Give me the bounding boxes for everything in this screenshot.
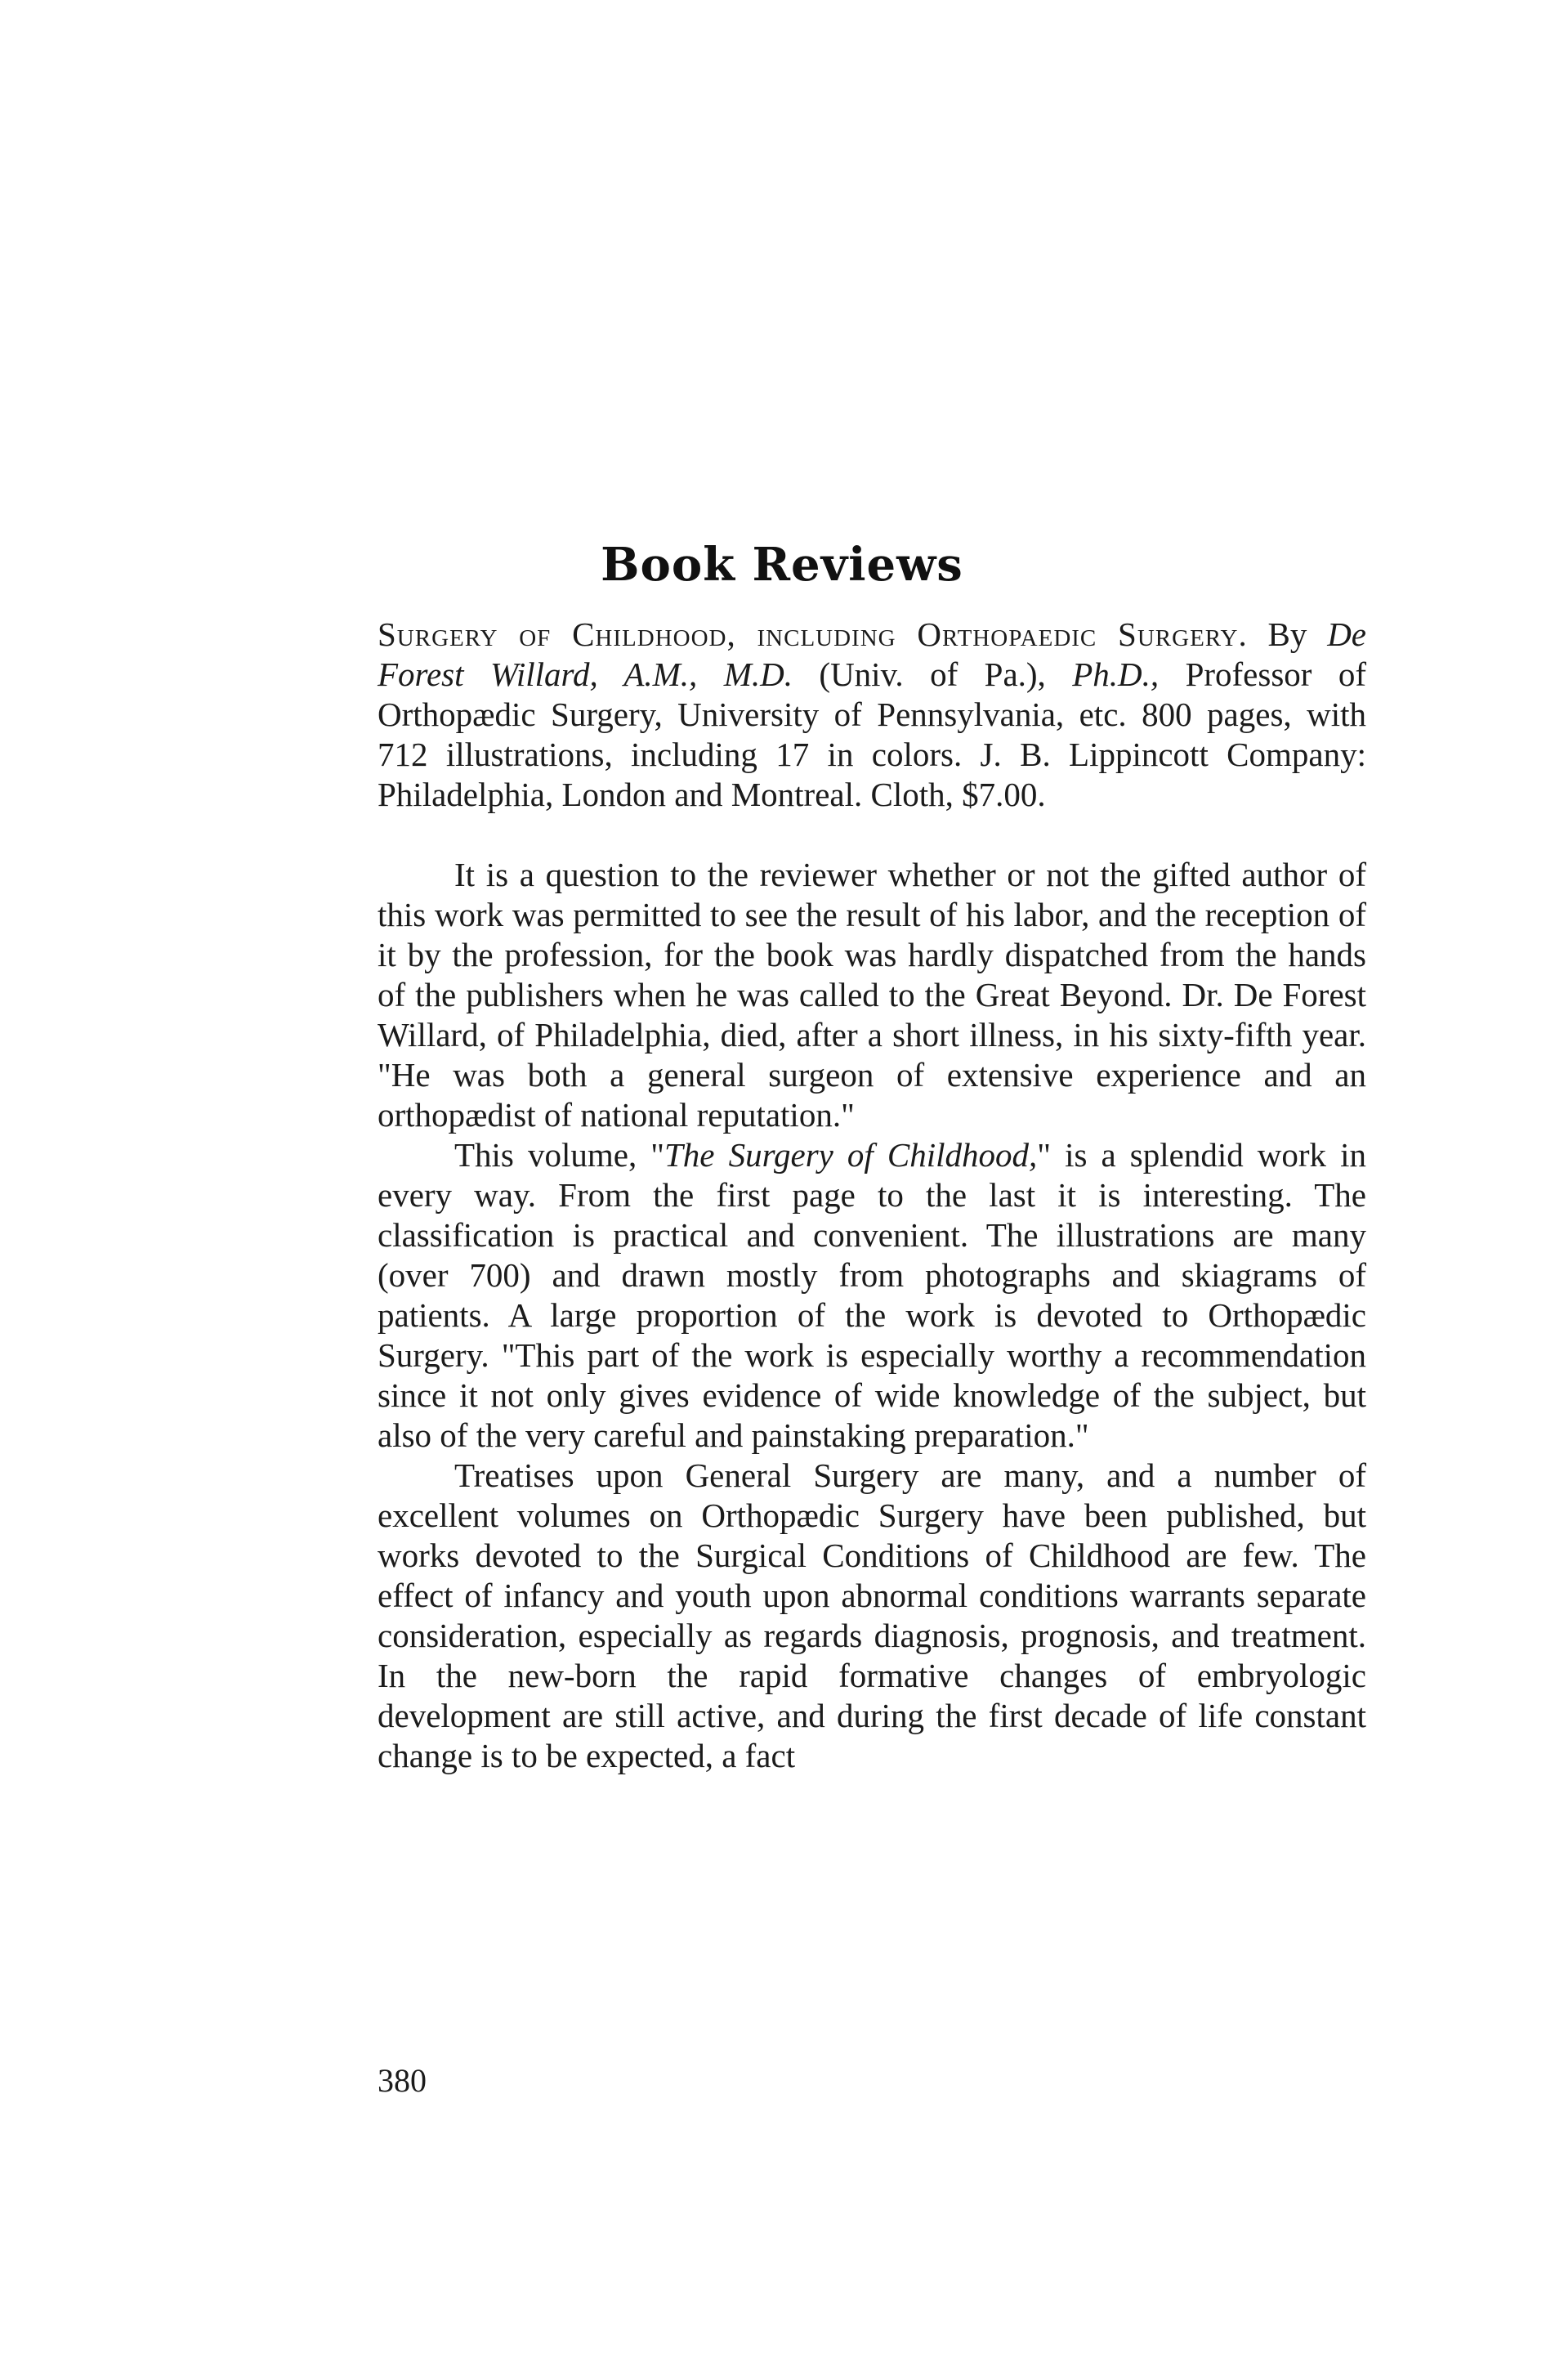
citation-by: By	[1267, 615, 1307, 653]
section-heading: Book Reviews	[601, 538, 963, 592]
review-paragraph-2	[378, 1135, 1366, 1456]
author-degree: Ph.D.,	[1072, 655, 1160, 693]
review-paragraph-3: Treatises upon General Surgery are many, and a number of excellent volumes on Orthopædic Surgery have been published, but works devoted to the Surgical Conditions of Childhood are few. The effect of infancy and youth upon abnormal conditions warrants separate consideration, especially as regards diagnosis, prognosis, and treatment. In the new-born the rapid formative changes of embryologic development are still active, and during the first decade of life constant change is to be expected, a fact	[378, 1456, 1366, 1774]
citation-details-1: (Univ. of Pa.),	[819, 655, 1046, 693]
review-paragraph-1: It is a question to the reviewer whether or not the gifted author of this work was permitted to see the result of his labor, and the reception of it by the profession, for the book was hardly dispatched from the hands of the publishers when he was called to the Great Beyond. Dr. De Forest Willard, of Philadelphia, died, after a short illness, in his sixty-fifth year. "He was both a general surgeon of extensive experience and an orthopædist of national reputation."	[378, 856, 1366, 1134]
book-title: Surgery of Childhood, including Orthopaedic Surgery.	[378, 615, 1248, 653]
page-number: 380	[378, 2062, 427, 2099]
book-author: De Forest Willard, A.M., M.D.	[378, 615, 1366, 693]
citation-details-2: Professor of Orthopædic Surgery, University of Pennsylvania, etc. 800 pages, with 712 illustrations, including 17 in colors. J. B. Lippincott Company: Philadelphia, London and Montreal. Cloth, $7.00.	[378, 655, 1367, 813]
book-citation	[378, 615, 1366, 815]
paragraph-2-rest: " is a splendid work in every way. From the first page to the last it is interesting. The classification is practical and convenient. The illustrations are many (over 700) and drawn mostly from photographs and skiagrams of patients. A large proportion of the work is devoted to Orthopædic Surgery. "This part of the work is especially worthy a recommendation since it not only gives evidence of wide knowledge of the subject, but also of the very careful and painstaking preparation."	[378, 1136, 1367, 1454]
paragraph-2-book-title: The Surgery of Childhood,	[664, 1136, 1038, 1174]
review-body	[378, 855, 1366, 1776]
paragraph-2-start: This volume, "	[454, 1136, 664, 1174]
